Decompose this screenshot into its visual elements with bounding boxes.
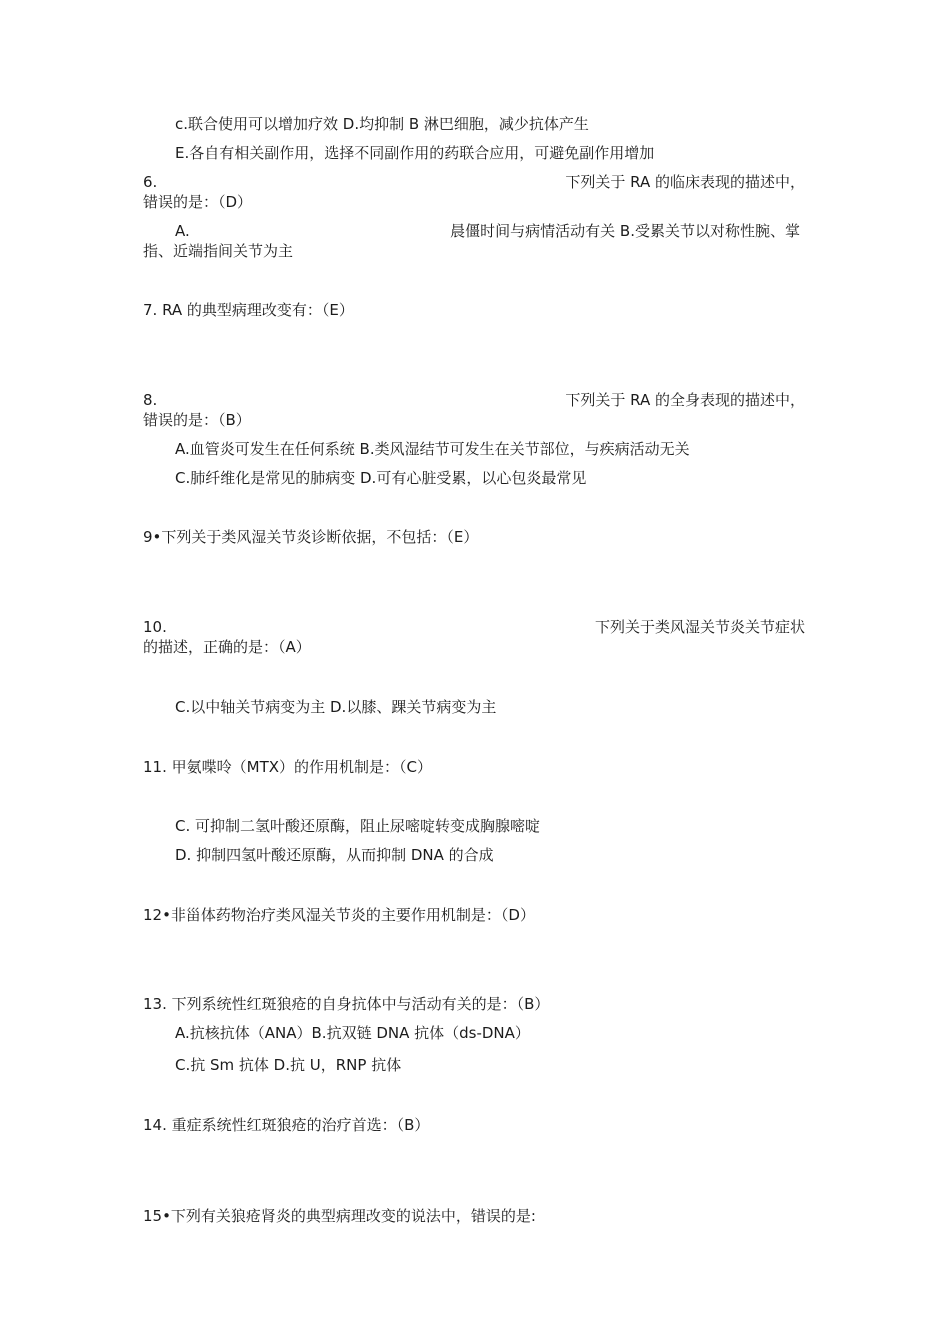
question-number: 6.: [143, 173, 158, 191]
question-text: 13. 下列系统性红斑狼疮的自身抗体中与活动有关的是：（B）: [143, 995, 550, 1013]
answer-option-label: A.: [175, 222, 190, 240]
question-text: 11. 甲氨喋呤（MTX）的作用机制是：（C）: [143, 758, 432, 776]
answer-option-line: D. 抑制四氢叶酸还原酶，从而抑制 DNA 的合成: [175, 846, 494, 864]
question-text: 7. RA 的典型病理改变有：（E）: [143, 301, 354, 319]
answer-option-line: C. 可抑制二氢叶酸还原酶，阻止尿嘧啶转变成胸腺嘧啶: [175, 817, 541, 835]
answer-option-line: c.联合使用可以增加疗效 D.均抑制 B 淋巴细胞，减少抗体产生: [175, 115, 589, 133]
answer-option-line: E.各自有相关副作用，选择不同副作用的药联合应用，可避免副作用增加: [175, 144, 655, 162]
answer-option-line: A.抗核抗体（ANA）B.抗双链 DNA 抗体（ds-DNA）: [175, 1024, 530, 1042]
answer-option-line: 指、近端指间关节为主: [143, 242, 294, 260]
answer-option-line: A.血管炎可发生在任何系统 B.类风湿结节可发生在关节部位，与疾病活动无关: [175, 440, 690, 458]
question-text: 9•下列关于类风湿关节炎诊断依据，不包括：（E）: [143, 528, 479, 546]
question-text: 14. 重症系统性红斑狼疮的治疗首选：（B）: [143, 1116, 430, 1134]
answer-option-line: 晨僵时间与病情活动有关 B.受累关节以对称性腕、掌: [450, 222, 800, 240]
question-number: 8.: [143, 391, 158, 409]
question-text-continued: 的描述，正确的是：（A）: [143, 638, 311, 656]
answer-option-line: C.以中轴关节病变为主 D.以膝、踝关节病变为主: [175, 698, 497, 716]
question-text: 15•下列有关狼疮肾炎的典型病理改变的说法中，错误的是:: [143, 1207, 536, 1225]
question-number: 10.: [143, 618, 167, 636]
question-text-continued: 错误的是：（D）: [143, 193, 253, 211]
question-text: 12•非甾体药物治疗类风湿关节炎的主要作用机制是：（D）: [143, 906, 535, 924]
question-text: 下列关于 RA 的全身表现的描述中，: [565, 391, 805, 409]
answer-option-line: C.肺纤维化是常见的肺病变 D.可有心脏受累，以心包炎最常见: [175, 469, 587, 487]
question-text: 下列关于类风湿关节炎关节症状: [594, 618, 805, 636]
answer-option-line: C.抗 Sm 抗体 D.抗 U，RNP 抗体: [175, 1056, 402, 1074]
question-text-continued: 错误的是：（B）: [143, 411, 251, 429]
question-text: 下列关于 RA 的临床表现的描述中，: [565, 173, 805, 191]
